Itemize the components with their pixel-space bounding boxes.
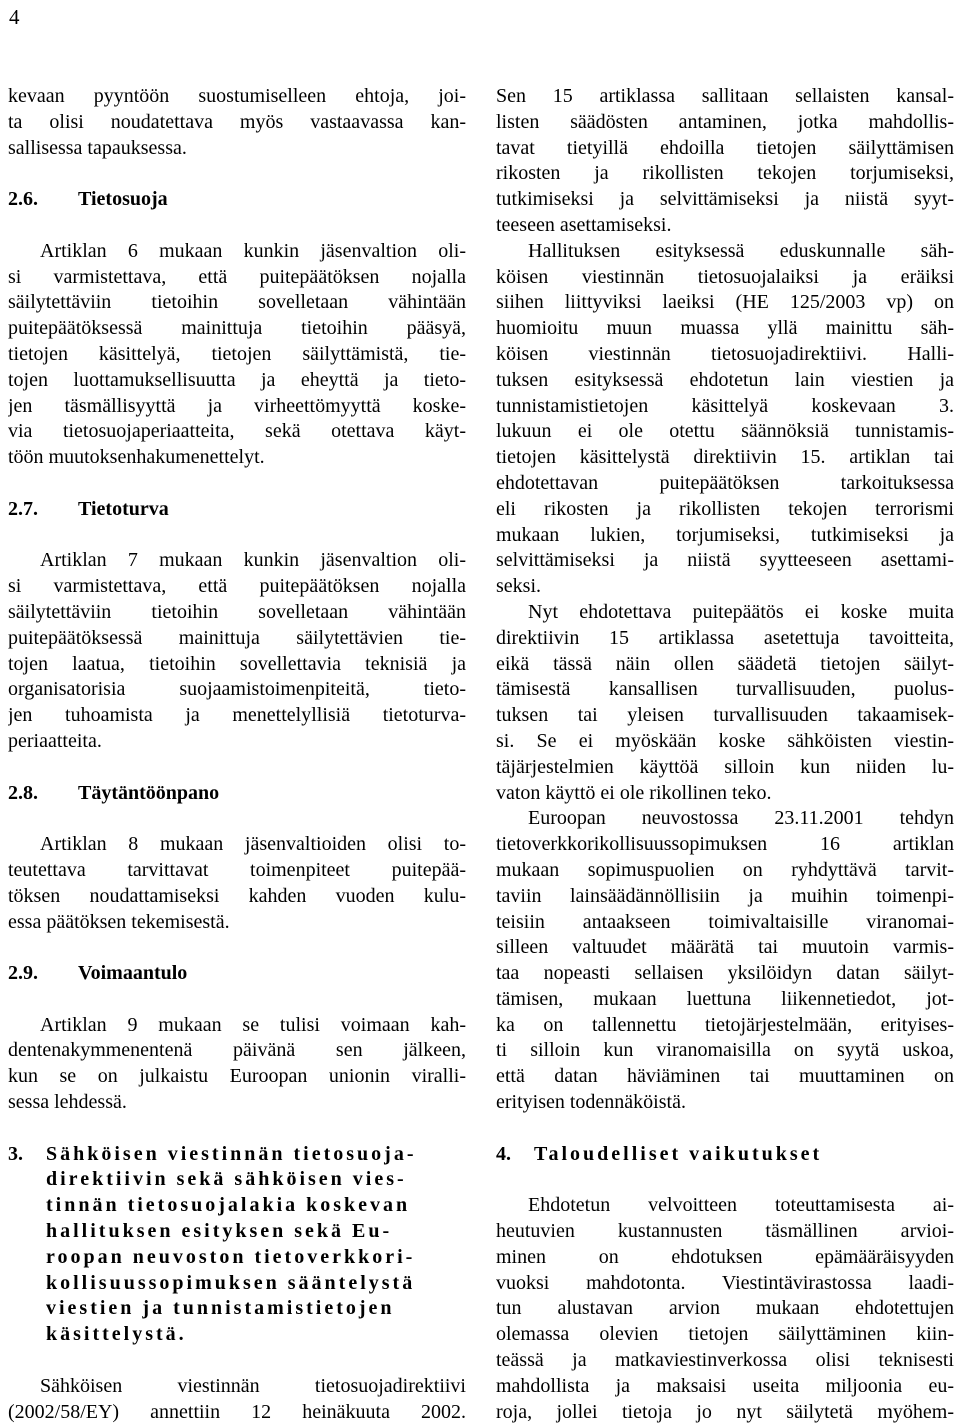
text-line: Hallituksen esityksessä eduskunnalle säh- (528, 239, 954, 262)
text-line: selvittämiseksi ja niistä syytteeseen asettami- (496, 549, 954, 572)
section-title-line: käsittelystä. (46, 1323, 187, 1346)
text-line: tojen laatua, tietoihin sovellettavia teknisiä ja (8, 652, 466, 675)
section-heading-3 (8, 1142, 466, 1348)
paragraph-2 (496, 239, 954, 600)
text-line: kun se on julkaistu Euroopan unionin viralli- (8, 1065, 466, 1088)
text-line: ka on tallennettu tietojärjestelmään, erityises- (496, 1013, 954, 1036)
right-column (496, 84, 954, 1425)
section-heading-2-6 (8, 187, 466, 213)
text-line: Artiklan 6 mukaan kunkin jäsenvaltion oli- (40, 239, 466, 262)
text-line: Nyt ehdotettava puitepäätös ei koske muita (528, 600, 954, 623)
section-2-6-paragraph (8, 239, 466, 471)
section-title-line: tinnän tietosuojalakia koskevan (46, 1194, 411, 1217)
text-line: teeseen asettamiseksi. (496, 213, 672, 236)
section-heading-4 (496, 1142, 954, 1168)
intro-paragraph (8, 84, 466, 161)
section-number: 4. (496, 1142, 511, 1165)
text-line: Sähköisen viestinnän tietosuojadirektiivi (40, 1374, 466, 1397)
text-line: köisen viestinnän tietosuojalaiksi ja eräiksi (496, 265, 954, 288)
text-line: tietoverkkorikollisuussopimuksen 16 artiklan (496, 833, 954, 856)
section-number: 2.7. (8, 497, 38, 520)
text-line: lukuun ei ole otettu säännöksiä tunnistamis- (496, 420, 954, 443)
text-line: heutuvien kustannusten täsmällinen arvioi- (496, 1220, 954, 1243)
text-line: teisiin antaakseen toimivaltaisille viranomai- (496, 910, 954, 933)
paragraph-1 (496, 84, 954, 239)
section-title-line: hallituksen esityksen sekä Eu- (46, 1220, 393, 1243)
text-line: organisatorisia suojaamistoimenpiteitä, tieto- (8, 678, 466, 701)
text-line: vaton käyttö ei ole rikollinen teko. (496, 781, 772, 804)
text-line: puitepäätöksessä mainittuja säilytettävien tie- (8, 626, 466, 649)
text-line: (2002/58/EY) annettiin 12 heinäkuuta 2002. (8, 1400, 466, 1423)
text-line: eikä tässä näin ollen säädetä tietojen säilyt- (496, 652, 954, 675)
text-line: tutkimiseksi ja selvittämiseksi ja niistä syyt- (496, 188, 954, 211)
section-number: 2.8. (8, 781, 38, 804)
text-line: si. Se ei myöskään koske sähköisten viestin- (496, 729, 954, 752)
text-line: taa nopeasti sellaisen yksilöidyn datan säilyt- (496, 962, 954, 985)
text-line: essa päätöksen tekemisestä. (8, 910, 230, 933)
text-line: taviin lainsäädännöllisiin ja muihin toimenpi- (496, 884, 954, 907)
text-line: mukaan lukien, torjumiseksi, tutkimiseksi ja (496, 523, 954, 546)
text-line: vuoksi mahdotonta. Viestintävirastossa laadi- (496, 1271, 954, 1294)
section-title: Voimaantulo (78, 962, 188, 985)
section-heading-2-7 (8, 497, 466, 523)
section-title: Tietoturva (78, 497, 169, 520)
text-line: ta olisi noudatettava myös vastaavassa kan- (8, 110, 466, 133)
paragraph-4 (496, 806, 954, 1116)
text-line: säilytettäviin tietoihin sovelletaan vähintään (8, 291, 466, 314)
text-line: eli rikosten ja rikollisten tekojen terrorismi (496, 497, 954, 520)
section-2-9-paragraph (8, 1013, 466, 1116)
section-title: Taloudelliset vaikutukset (534, 1142, 823, 1165)
text-line: dentenakymmenentenä päivänä sen jälkeen, (8, 1039, 466, 1062)
text-line: siihen liittyviksi laeiksi (HE 125/2003 vp) on (496, 291, 954, 314)
text-line: sallisessa tapauksessa. (8, 136, 187, 159)
text-line: tuksen tai yleisen turvallisuuden takaamisek- (496, 704, 954, 727)
section-title-line: Sähköisen viestinnän tietosuoja- (46, 1142, 417, 1165)
text-line: töön muutoksenhakumenettelyt. (8, 446, 265, 469)
text-line: tietojen käsittelystä direktiivin 15. artiklan tai (496, 446, 954, 469)
text-line: puitepäätöksessä mainittuja tietoihin pääsyä, (8, 317, 466, 340)
section-heading-2-9 (8, 961, 466, 987)
text-line: via tietosuojaperiaatteita, sekä otettava käyt- (8, 420, 466, 443)
text-line: Euroopan neuvostossa 23.11.2001 tehdyn (528, 807, 954, 830)
section-title-line: kollisuussopimuksen sääntelystä (46, 1271, 416, 1294)
text-line: tämisestä kansallisen turvallisuuden, puolus- (496, 678, 954, 701)
text-line: silleen valtuudet määrätä tai muutoin varmis- (496, 936, 954, 959)
section-2-8-paragraph (8, 832, 466, 935)
section-3-paragraph (8, 1374, 466, 1425)
text-line: ti silloin kun viranomaisilla on syytä uskoa, (496, 1039, 954, 1062)
text-line: minen on ehdotuksen epämääräisyyden (496, 1245, 954, 1268)
text-line: ehdotettavan puitepäätöksen tarkoituksessa (496, 471, 954, 494)
section-2-7-paragraph (8, 548, 466, 754)
text-line: direktiivin 15 artiklassa asetettuja tavoitteita, (496, 626, 954, 649)
text-line: kevaan pyyntöön suostumiselleen ehtoja, joi- (8, 85, 466, 107)
text-line: Sen 15 artiklassa sallitaan sellaisten kansal- (496, 85, 954, 107)
text-line: periaatteita. (8, 729, 102, 752)
text-line: roja, jollei tietoja jo nyt säilytetä myöhem- (496, 1400, 954, 1423)
section-title: Täytäntöönpano (78, 781, 220, 804)
section-heading-2-8 (8, 781, 466, 807)
text-line: tuksen esityksessä ehdotetun lain viestien ja (496, 368, 954, 391)
section-title-line: roopan neuvoston tietoverkkori- (46, 1245, 416, 1268)
text-line: tunnistamistietojen käsittelyä koskevaan 3. (496, 394, 954, 417)
section-title-line: viestien ja tunnistamistietojen (46, 1297, 395, 1320)
text-line: teässä ja matkaviestinverkossa olisi teknisesti (496, 1349, 954, 1372)
text-line: jen tuhoamista ja menettelyllisiä tietoturva- (8, 704, 466, 727)
page-number: 4 (9, 5, 20, 29)
text-line: että datan häviäminen tai muuttaminen on (496, 1065, 954, 1088)
text-line: Artiklan 7 mukaan kunkin jäsenvaltion oli- (40, 549, 466, 572)
text-line: tämisen, mukaan luettuna liikennetiedot, jot- (496, 987, 954, 1010)
section-number: 3. (8, 1142, 23, 1165)
section-number: 2.9. (8, 962, 38, 985)
text-line: tun alustavan arvion mukaan ehdotettujen (496, 1297, 954, 1320)
text-line: si varmistettava, että puitepäätöksen nojalla (8, 265, 466, 288)
text-line: Ehdotetun velvoitteen toteuttamisesta ai- (528, 1194, 954, 1217)
section-title-line: direktiivin sekä sähköisen vies- (46, 1168, 407, 1191)
section-4-paragraph (496, 1193, 954, 1425)
text-line: säilytettäviin tietoihin sovelletaan vähintään (8, 600, 466, 623)
text-line: Artiklan 8 mukaan jäsenvaltioiden olisi to- (40, 833, 466, 856)
text-line: tojen luottamuksellisuutta ja eheyttä ja tieto- (8, 368, 466, 391)
text-line: teutettava tarvittavat toimenpiteet puitepää- (8, 858, 466, 881)
text-line: tavat tietyillä ehdoilla tietojen säilyttämisen (496, 136, 954, 159)
text-line: erityisen todennäköistä. (496, 1091, 686, 1114)
text-line: jen täsmällisyyttä ja virheettömyyttä koske- (8, 394, 466, 417)
text-line: Artiklan 9 mukaan se tulisi voimaan kah- (40, 1013, 466, 1036)
text-line: mukaan sopimuspuolien on ryhdyttävä tarvit- (496, 858, 954, 881)
text-line: sessa lehdessä. (8, 1091, 127, 1114)
section-title: Tietosuoja (78, 188, 168, 211)
text-line: töksen noudattamiseksi kahden vuoden kulu- (8, 884, 466, 907)
left-column (8, 84, 466, 1425)
paragraph-3 (496, 600, 954, 806)
text-line: köisen viestinnän tietosuojadirektiivi. Halli- (496, 342, 954, 365)
text-line: rikosten ja rikollisten tekojen torjumiseksi, (496, 162, 954, 185)
text-line: listen säädösten antaminen, jotka mahdollis- (496, 110, 954, 133)
text-line: tietojen käsittelyä, tietojen säilyttämistä, tie- (8, 342, 466, 365)
text-line: täjärjestelmien käyttöä silloin kun niiden lu- (496, 755, 954, 778)
text-line: olemassa olevien tietojen säilyttäminen kiin- (496, 1323, 954, 1346)
text-line: si varmistettava, että puitepäätöksen nojalla (8, 575, 466, 598)
text-line: seksi. (496, 575, 541, 598)
section-number: 2.6. (8, 188, 38, 211)
text-line: huomioitu muun muassa yllä mainittu säh- (496, 317, 954, 340)
text-line: mahdollista ja maksaisi useita miljoonia eu- (496, 1374, 954, 1397)
